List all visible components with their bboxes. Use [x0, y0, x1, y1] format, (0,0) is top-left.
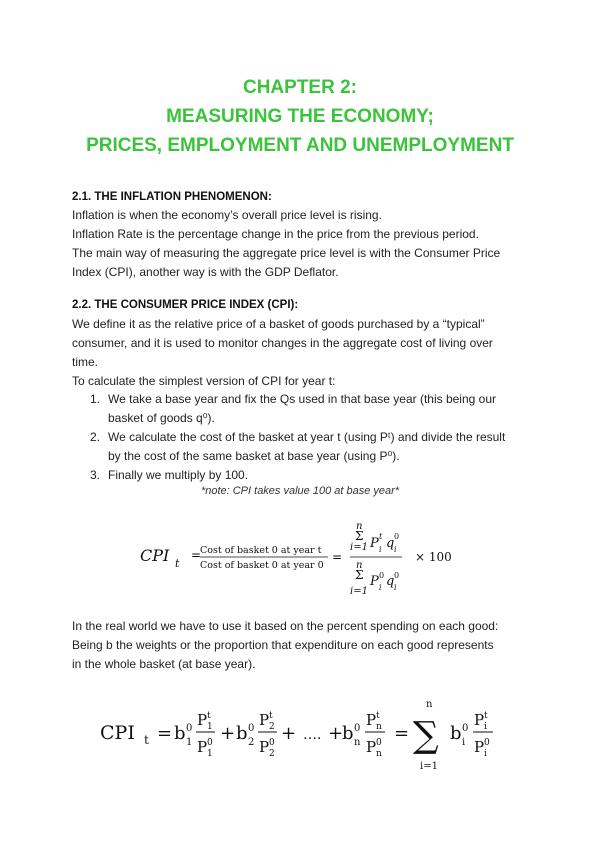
svg-text:+: + — [220, 723, 236, 744]
svg-text:+: + — [281, 723, 297, 744]
svg-text:t: t — [269, 711, 273, 721]
svg-text:=: = — [191, 548, 202, 562]
svg-text:2: 2 — [248, 737, 255, 748]
sum-bottom: i=1 — [420, 761, 438, 772]
list-text: basket of goods q⁰). — [108, 411, 215, 425]
cpi-formula — [140, 515, 480, 600]
list-text: Finally we multiply by 100. — [108, 468, 249, 482]
svg-text:P: P — [474, 711, 485, 729]
ellipsis: …. — [303, 727, 322, 743]
svg-text:=: = — [332, 550, 343, 564]
svg-text:∑: ∑ — [413, 715, 439, 756]
svg-text:0: 0 — [269, 738, 275, 748]
svg-text:P: P — [259, 711, 270, 729]
svg-text:=: = — [394, 723, 410, 744]
svg-text:=: = — [157, 723, 173, 744]
svg-text:n: n — [376, 722, 382, 732]
svg-text:t: t — [379, 532, 383, 541]
svg-text:1: 1 — [207, 749, 213, 759]
svg-text:P: P — [474, 738, 485, 756]
svg-text:q: q — [386, 536, 395, 551]
paragraph-line: consumer, and it is used to monitor changes in the aggregate cost of living over — [72, 336, 493, 350]
svg-text:i: i — [394, 583, 397, 592]
svg-text:i: i — [462, 737, 466, 748]
note-text: *note: CPI takes value 100 at base year* — [200, 485, 400, 497]
sum-bottom: i=1 — [350, 542, 368, 553]
svg-text:0: 0 — [354, 723, 361, 734]
svg-text:i: i — [379, 545, 382, 554]
paragraph-line: Index (CPI), another way is with the GDP Deflator. — [72, 265, 339, 279]
svg-text:0: 0 — [186, 723, 193, 734]
svg-text:0: 0 — [462, 723, 469, 734]
paragraph-line: in the whole basket (at base year). — [72, 657, 256, 671]
svg-text:i: i — [379, 583, 382, 592]
svg-text:P: P — [197, 711, 208, 729]
list-item — [90, 390, 530, 428]
svg-text:P: P — [370, 574, 379, 589]
svg-text:1: 1 — [186, 737, 193, 748]
svg-text:2: 2 — [269, 749, 275, 759]
chapter-subtitle-2: PRICES, EMPLOYMENT AND UNEMPLOYMENT — [86, 135, 514, 156]
fraction-numerator: Cost of basket 0 at year t — [200, 545, 322, 556]
svg-text:i: i — [484, 749, 487, 759]
chapter-subtitle: MEASURING THE ECONOMY; — [166, 106, 434, 127]
svg-text:P: P — [370, 536, 379, 551]
paragraph-line: To calculate the simplest version of CPI for year t: — [72, 374, 336, 388]
chapter-title: CHAPTER 2: — [242, 77, 357, 98]
fraction-denominator: Cost of basket 0 at year 0 — [200, 560, 324, 571]
paragraph-line: Inflation Rate is the percentage change in the price from the previous period. — [72, 227, 479, 241]
list-item — [90, 466, 530, 485]
svg-text:t: t — [207, 711, 211, 721]
svg-text:b: b — [174, 723, 186, 744]
paragraph-line: Being b the weights or the proportion that expenditure on each good represents — [72, 638, 494, 652]
svg-text:P: P — [259, 738, 270, 756]
svg-text:b: b — [342, 723, 354, 744]
sum-bottom: i=1 — [350, 586, 368, 597]
paragraph-line: We define it as the relative price of a basket of goods purchased by a “typical” — [72, 317, 485, 331]
svg-text:0: 0 — [394, 532, 400, 541]
formula-lhs: CPI — [140, 546, 170, 565]
svg-text:Σ: Σ — [355, 529, 364, 543]
section-heading-inflation: 2.1. THE INFLATION PHENOMENON: — [72, 191, 272, 203]
paragraph-line: time. — [72, 355, 99, 369]
svg-text:0: 0 — [484, 738, 490, 748]
svg-text:0: 0 — [394, 571, 400, 580]
svg-text:i: i — [484, 722, 487, 732]
svg-text:Σ: Σ — [355, 568, 364, 582]
svg-text:i: i — [394, 545, 397, 554]
svg-text:t: t — [376, 711, 380, 721]
svg-text:+: + — [328, 723, 344, 744]
svg-text:n: n — [354, 737, 361, 748]
svg-text:P: P — [197, 738, 208, 756]
paragraph-line: In the real world we have to use it based on the percent spending on each good: — [72, 619, 499, 633]
svg-text:0: 0 — [376, 738, 382, 748]
paragraph-line: The main way of measuring the aggregate price level is with the Consumer Price — [72, 246, 501, 260]
list-text: by the cost of the same basket at base year (using P⁰). — [108, 449, 400, 463]
list-number: 1. — [90, 392, 101, 406]
weighted-cpi-formula — [100, 697, 520, 775]
svg-text:1: 1 — [207, 722, 213, 732]
paragraph-line: Inflation is when the economy’s overall price level is rising. — [72, 208, 382, 222]
list-text: We take a base year and fix the Qs used in that base year (this being our — [108, 392, 497, 406]
sum-top: n — [426, 699, 433, 710]
svg-text:t: t — [484, 711, 488, 721]
sum-top: n — [356, 560, 363, 571]
svg-text:0: 0 — [379, 571, 385, 580]
svg-text:b: b — [236, 723, 248, 744]
svg-text:0: 0 — [207, 738, 213, 748]
svg-text:P: P — [366, 711, 377, 729]
list-number: 2. — [90, 430, 101, 444]
svg-text:n: n — [376, 749, 382, 759]
svg-text:b: b — [450, 723, 462, 744]
svg-text:q: q — [386, 574, 395, 589]
sum-top: n — [356, 521, 363, 532]
list-item — [90, 428, 530, 466]
formula-lhs-sub: t — [144, 733, 149, 747]
formula-lhs-sub: t — [175, 557, 180, 570]
svg-text:2: 2 — [269, 722, 275, 732]
svg-text:P: P — [366, 738, 377, 756]
list-number: 3. — [90, 468, 101, 482]
list-text: We calculate the cost of the basket at year t (using Pᵗ) and divide the result — [108, 430, 506, 444]
section-heading-cpi: 2.2. THE CONSUMER PRICE INDEX (CPI): — [72, 299, 299, 311]
formula-lhs: CPI — [100, 722, 135, 744]
times-100: × 100 — [415, 550, 452, 564]
svg-text:0: 0 — [248, 723, 255, 734]
